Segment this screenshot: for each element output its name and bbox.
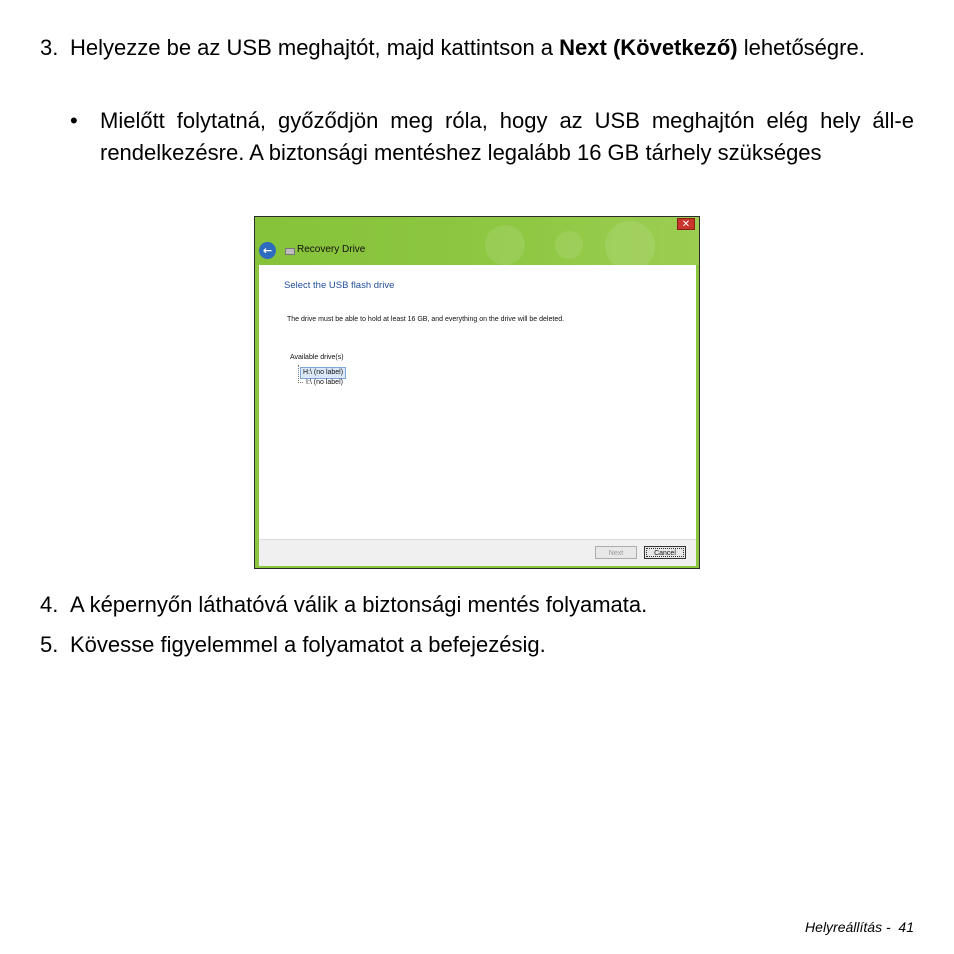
decoration-shape: [605, 221, 655, 271]
cancel-button[interactable]: Cancel: [644, 546, 686, 559]
section-name: Helyreállítás -: [805, 919, 891, 935]
bullet-icon: •: [70, 108, 78, 133]
bullet-note: [70, 105, 914, 169]
step-3: [40, 32, 914, 64]
step-number: 4.: [40, 592, 59, 617]
drive-item-i[interactable]: I:\ (no label): [306, 379, 343, 386]
back-arrow-icon[interactable]: ←: [259, 242, 276, 259]
next-button[interactable]: Next: [595, 546, 637, 559]
recovery-drive-screenshot: [254, 216, 700, 569]
step-text: Kövesse figyelemmel a folyamatot a befejezésig.: [70, 632, 546, 657]
drive-icon: [285, 248, 295, 255]
bullet-text: Mielőtt folytatná, győződjön meg róla, hogy az USB meghajtón elég hely áll-e rendelkezésre. A biztonsági mentéshez legalább 16 GB tárhely szükséges: [100, 108, 914, 165]
page-heading: Select the USB flash drive: [284, 280, 395, 291]
page-footer: [805, 919, 914, 935]
tree-connector: [298, 382, 303, 383]
window-titlebar: [255, 217, 699, 265]
close-icon[interactable]: ✕: [677, 218, 695, 230]
step-5: [40, 629, 914, 661]
step-number: 5.: [40, 632, 59, 657]
step-text: A képernyőn láthatóvá válik a biztonsági mentés folyamata.: [70, 592, 648, 617]
step-text: Helyezze be az USB meghajtót, majd kattintson a Next (Következő) lehetőségre.: [70, 35, 865, 60]
window-footer: [259, 539, 696, 566]
decoration-shape: [485, 225, 525, 265]
page-number: 41: [898, 919, 914, 935]
tree-connector: [298, 365, 299, 383]
drive-item-h[interactable]: H:\ (no label): [300, 367, 346, 379]
window-content: [259, 265, 696, 539]
window-title: Recovery Drive: [297, 244, 366, 255]
next-emphasis: Next (Következő): [559, 35, 738, 60]
decoration-shape: [555, 231, 583, 259]
description-text: The drive must be able to hold at least 16 GB, and everything on the drive will be deleted.: [287, 316, 565, 323]
step-number: 3.: [40, 35, 59, 60]
available-drives-label: Available drive(s): [290, 354, 344, 361]
step-4: [40, 589, 914, 621]
